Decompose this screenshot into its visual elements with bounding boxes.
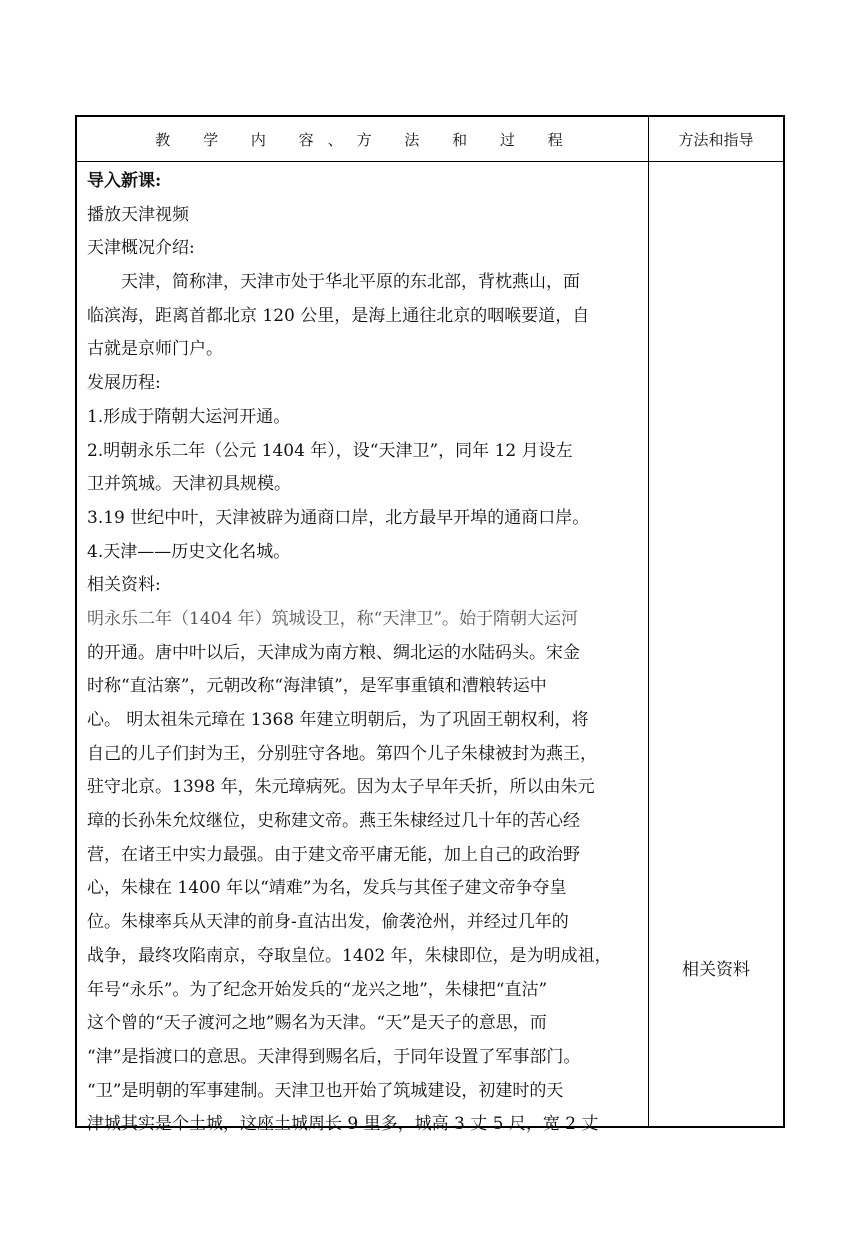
content-line: 2.明朝永乐二年（公元 1404 年），设“天津卫”，同年 12 月设左 (87, 440, 573, 461)
content-line: 这个曾的“天子渡河之地”赐名为天津。“天”是天子的意思，而 (87, 1013, 547, 1034)
lesson-table (75, 115, 785, 1135)
content-line: 津城其实是个土城，这座土城周长 9 里多，城高 3 丈 5 尺，宽 2 丈 (87, 1114, 599, 1135)
table-header-row (77, 117, 783, 162)
content-line: 天津概况介绍: (87, 238, 195, 259)
content-line: 时称“直沽寨”，元朝改称“海津镇”，是军事重镇和漕粮转运中 (87, 676, 547, 697)
content-line: 相关资料: (87, 575, 161, 596)
content-line: “卫”是明朝的军事建制。天津卫也开始了筑城建设，初建时的天 (87, 1080, 564, 1101)
side-note-reference: 相关资料 (682, 960, 750, 980)
content-line: 古就是京师门户。 (87, 339, 223, 360)
content-line: 心，朱棣在 1400 年以“靖难”为名，发兵与其侄子建文帝争夺皇 (87, 878, 567, 899)
content-line: 的开通。唐中叶以后，天津成为南方粮、绸北运的水陆码头。宋金 (87, 642, 580, 663)
content-line: 发展历程: (87, 373, 161, 394)
content-line: 3.19 世纪中叶，天津被辟为通商口岸，北方最早开埠的通商口岸。 (87, 507, 590, 528)
content-line: 战争，最终攻陷南京，夺取皇位。1402 年，朱棣即位，是为明成祖， (87, 945, 612, 966)
content-line: 璋的长孙朱允炆继位，史称建文帝。燕王朱棣经过几十年的苦心经 (87, 811, 580, 832)
content-line: 心。 明太祖朱元璋在 1368 年建立明朝后，为了巩固王朝权利，将 (87, 710, 589, 730)
content-line: 驻守北京。1398 年，朱元璋病死。因为太子早年夭折，所以由朱元 (87, 777, 595, 798)
header-teaching-content: 教 学 内 容、方 法 和 过 程 (155, 130, 577, 149)
content-line: 天津，简称津，天津市处于华北平原的东北部，背枕燕山，面 (121, 272, 580, 293)
content-line: 卫并筑城。天津初具规模。 (87, 474, 291, 495)
content-line: 年号“永乐”。为了纪念开始发兵的“龙兴之地”，朱棣把“直沽” (87, 979, 548, 1000)
content-line: 4.天津——历史文化名城。 (87, 541, 291, 562)
content-line: 位。朱棣率兵从天津的前身-直沽出发，偷袭沧州，并经过几年的 (87, 912, 569, 933)
content-line: 播放天津视频 (87, 204, 189, 225)
content-line: 临滨海，距离首都北京 120 公里，是海上通往北京的咽喉要道，自 (87, 305, 590, 326)
content-line: “津”是指渡口的意思。天津得到赐名后，于同年设置了军事部门。 (87, 1046, 581, 1067)
content-line: 自己的儿子们封为王，分别驻守各地。第四个儿子朱棣被封为燕王， (87, 743, 597, 764)
content-line: 1.形成于隋朝大运河开通。 (87, 406, 291, 427)
lesson-content (87, 165, 642, 1142)
content-line: 营，在诸王中实力最强。由于建文帝平庸无能，加上自己的政治野 (87, 844, 580, 865)
content-line: 明永乐二年（1404 年）筑城设卫，称“天津卫”。始于隋朝大运河 (87, 608, 579, 629)
section-heading-intro: 导入新课: (87, 171, 162, 191)
header-method-guidance: 方法和指导 (678, 130, 754, 149)
